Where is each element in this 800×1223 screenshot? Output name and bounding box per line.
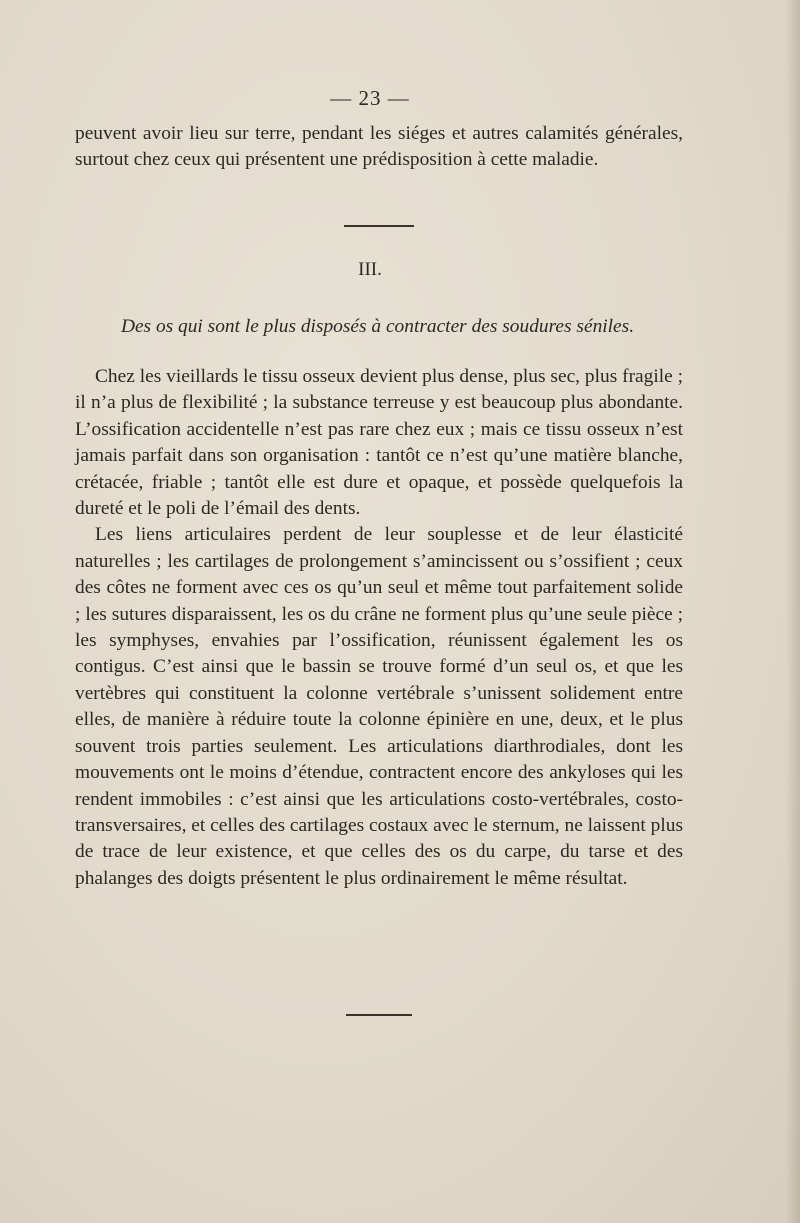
section-number: III. <box>358 259 382 280</box>
section-divider-top <box>344 225 414 227</box>
section-title: Des os qui sont le plus disposés à contracter des soudures séniles. <box>120 316 635 337</box>
page-edge-shadow <box>786 0 800 1223</box>
section-divider-bottom <box>346 1014 412 1016</box>
intro-paragraph: peuvent avoir lieu sur terre, pendant les siéges et autres calamités générales, surtout chez ceux qui présentent une prédisposition à cette maladie. <box>75 123 683 171</box>
page-number: — 23 — <box>330 86 410 110</box>
paragraph-1: Chez les vieillards le tissu osseux devient plus dense, plus sec, plus fragile ; il n’a plus de flexibilité ; la substance terreuse y est beaucoup plus abondante. L’ossification accidentelle n’est pas rare chez eux ; mais ce tissu osseux n’est jamais parfait dans son organisation : tantôt ce n’est qu’une matière blanche, crétacée, friable ; tantôt elle est dure et opaque, et possède quelquefois la dureté et le poli de l’émail des dents. <box>75 366 683 520</box>
intro-text-block <box>75 121 683 174</box>
paragraph-2: Les liens articulaires perdent de leur souplesse et de leur élasticité naturelles ; les cartilages de prolongement s’amincissent ou s’ossifient ; ceux des côtes ne forment avec ces os qu’un seul et même tout parfaitement solide ; les sutures disparaissent, les os du crâne ne forment plus qu’une seule pièce ; les symphyses, envahies par l’ossification, réunissent également les os contigus. C’est ainsi que le bassin se trouve formé d’un seul os, et que les vertèbres qui constituent la colonne vertébrale s’unissent solidement entre elles, de manière à réduire toute la colonne épinière en une, deux, et le plus souvent trois parties seulement. Les articulations diarthrodiales, dont les mouvements ont le moins d’étendue, contractent encore des ankyloses qui les rendent immobiles : c’est ainsi que les articulations costo-vertébrales, costo-transversaires, et celles des cartilages costaux avec le sternum, ne laissent plus de trace de leur existence, et que celles des os du carpe, du tarse et des phalanges des doigts présentent le plus ordinairement le même résultat. <box>75 524 683 889</box>
main-text-block <box>75 364 683 892</box>
